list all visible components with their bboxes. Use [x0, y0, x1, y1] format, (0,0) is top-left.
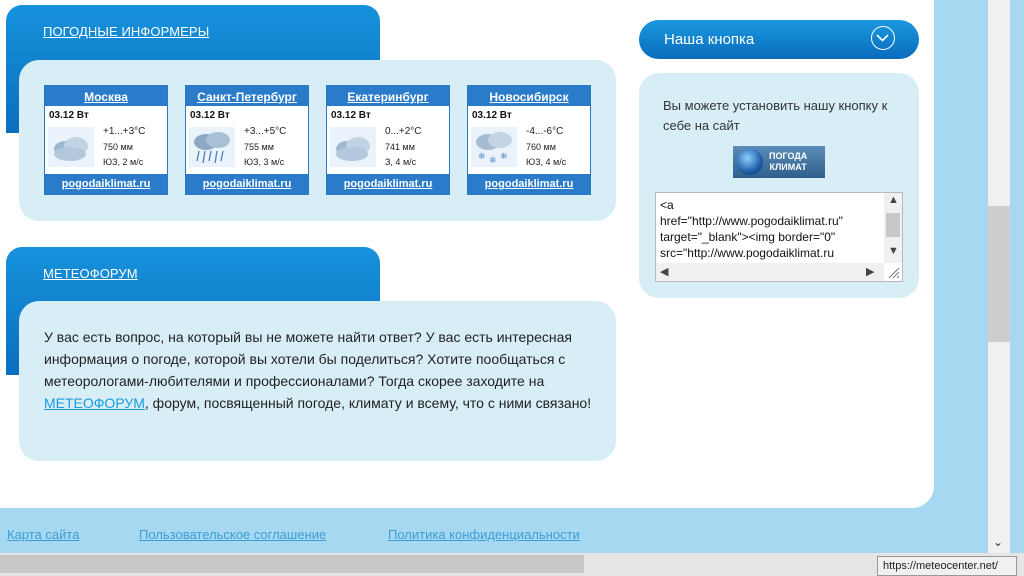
- informer-pressure: 750 мм: [103, 142, 133, 152]
- informer-temperature: +1...+3°C: [103, 126, 146, 137]
- scroll-up-icon[interactable]: ▲: [888, 194, 899, 206]
- page-scroll-thumb[interactable]: [988, 206, 1010, 342]
- code-horizontal-scrollbar[interactable]: [656, 263, 884, 281]
- informer-site-link[interactable]: pogodaiklimat.ru: [468, 174, 590, 194]
- horizontal-scroll-thumb[interactable]: [0, 555, 584, 573]
- resize-grip-icon[interactable]: [886, 265, 900, 279]
- svg-text:❄: ❄: [500, 152, 508, 162]
- informer-city[interactable]: Екатеринбург: [327, 86, 449, 106]
- page-scroll-down-icon[interactable]: ⌄: [993, 535, 1004, 549]
- code-vertical-scrollbar[interactable]: [884, 193, 902, 263]
- informer-pressure: 760 мм: [526, 142, 556, 152]
- informer-wind: ЮЗ, 2 м/с: [103, 157, 144, 167]
- informer-city[interactable]: Новосибирск: [468, 86, 590, 106]
- footer-link-sitemap[interactable]: Карта сайта: [7, 527, 80, 542]
- weather-informer[interactable]: [467, 85, 591, 195]
- embed-code-textarea[interactable]: [655, 192, 903, 282]
- forum-description: [44, 326, 592, 414]
- informer-pressure: 741 мм: [385, 142, 415, 152]
- informer-pressure: 755 мм: [244, 142, 274, 152]
- embed-code-text: <a href="http://www.pogodaiklimat.ru" target="_blank"><img border="0" src="http://www.pogodaiklimat.ru: [660, 198, 843, 260]
- footer-link-privacy[interactable]: Политика конфиденциальности: [388, 527, 580, 542]
- footer-link-terms[interactable]: Пользовательское соглашение: [139, 527, 327, 542]
- informer-date: 03.12 Вт: [472, 110, 512, 121]
- globe-icon: [737, 149, 763, 175]
- snow-cloud-icon: [471, 127, 517, 167]
- informer-temperature: -4...-6°C: [526, 126, 564, 137]
- informer-city[interactable]: Москва: [45, 86, 167, 106]
- scroll-right-icon[interactable]: ▶: [866, 266, 875, 278]
- status-url: https://meteocenter.net/: [877, 556, 1017, 576]
- page-vertical-scrollbar[interactable]: [988, 0, 1010, 553]
- weather-informer[interactable]: [326, 85, 450, 195]
- code-scroll-thumb[interactable]: [886, 213, 900, 237]
- scroll-down-icon[interactable]: ▼: [888, 245, 899, 257]
- informer-wind: ЮЗ, 3 м/с: [244, 157, 285, 167]
- cloudy-icon: [330, 127, 376, 167]
- forum-text-end: , форум, посвященный погоде, климату и всему, что с ними связано!: [144, 395, 592, 411]
- forum-link[interactable]: МЕТЕОФОРУМ: [44, 395, 145, 411]
- informer-wind: ЮЗ, 4 м/с: [526, 157, 567, 167]
- pogoda-klimat-logo[interactable]: [733, 146, 825, 178]
- informer-temperature: 0...+2°C: [385, 126, 422, 137]
- informer-city[interactable]: Санкт-Петербург: [186, 86, 308, 106]
- informer-date: 03.12 Вт: [49, 110, 89, 121]
- forum-title[interactable]: МЕТЕОФОРУМ: [43, 266, 138, 281]
- informer-wind: З, 4 м/с: [385, 157, 417, 167]
- rain-cloud-icon: [189, 127, 235, 167]
- logo-label: ПОГОДА КЛИМАТ: [769, 151, 808, 172]
- svg-text:❄: ❄: [489, 156, 497, 166]
- forum-text-start: У вас есть вопрос, на который вы не можете найти ответ? У вас есть интересная информация о погоде, которой вы хотели бы поделиться? Хотите пообщаться с метеорологами-любителями и профессионалами? Тогда скорее заходите на: [44, 329, 572, 389]
- chevron-down-icon[interactable]: [871, 26, 895, 50]
- informer-date: 03.12 Вт: [331, 110, 371, 121]
- our-button-description: Вы можете установить нашу кнопку к себе на сайт: [663, 98, 888, 133]
- weather-informer[interactable]: [44, 85, 168, 195]
- informers-title[interactable]: ПОГОДНЫЕ ИНФОРМЕРЫ: [43, 24, 210, 39]
- our-button-title: Наша кнопка: [664, 31, 755, 48]
- informer-date: 03.12 Вт: [190, 110, 230, 121]
- scroll-left-icon[interactable]: ◀: [660, 266, 669, 278]
- our-button-header[interactable]: [639, 20, 919, 59]
- informer-site-link[interactable]: pogodaiklimat.ru: [186, 174, 308, 194]
- informer-temperature: +3...+5°C: [244, 126, 287, 137]
- svg-text:❄: ❄: [478, 152, 486, 162]
- cloudy-icon: [48, 127, 94, 167]
- informer-site-link[interactable]: pogodaiklimat.ru: [45, 174, 167, 194]
- weather-informer[interactable]: [185, 85, 309, 195]
- informer-site-link[interactable]: pogodaiklimat.ru: [327, 174, 449, 194]
